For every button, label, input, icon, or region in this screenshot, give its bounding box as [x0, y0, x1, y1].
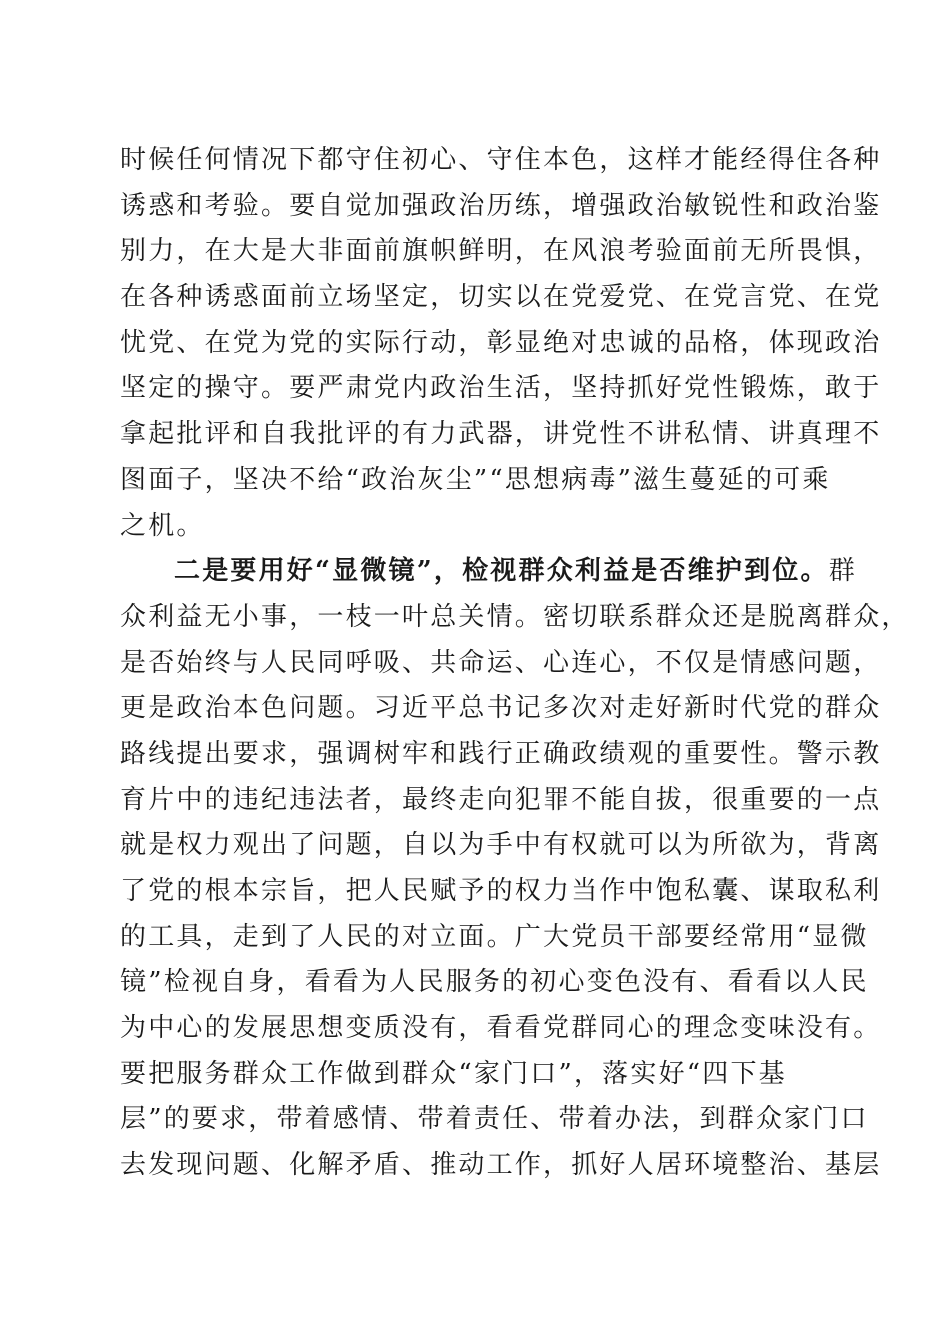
- text-line: 就是权力观出了问题，自以为手中有权就可以为所欲为，背离: [120, 830, 882, 861]
- text-fragment: 群: [828, 556, 857, 587]
- text-line: 要把服务群众工作做到群众“家门口”，落实好“四下基: [120, 1058, 787, 1089]
- text-line: 坚定的操守。要严肃党内政治生活，坚持抓好党性锻炼，敢于: [120, 373, 882, 404]
- text-line: 之机。: [120, 510, 205, 541]
- text-line: 忧党、在党为党的实际行动，彰显绝对忠诚的品格，体现政治: [120, 327, 882, 358]
- text-line: 众利益无小事，一枝一叶总关情。密切联系群众还是脱离群众，: [120, 601, 910, 632]
- text-line: 去发现问题、化解矛盾、推动工作，抓好人居环境整治、基层: [120, 1150, 882, 1181]
- text-line: 是否始终与人民同呼吸、共命运、心连心，不仅是情感问题，: [120, 647, 882, 678]
- text-line: 育片中的违纪违法者，最终走向犯罪不能自拔，很重要的一点: [120, 784, 882, 815]
- paragraph-2: [120, 549, 910, 1189]
- text-line: 时候任何情况下都守住初心、守住本色，这样才能经得住各种: [120, 145, 882, 175]
- paragraph-2-first-line: [120, 549, 857, 595]
- text-line: 路线提出要求，强调树牢和践行正确政绩观的重要性。警示教: [120, 738, 882, 769]
- text-line: 为中心的发展思想变质没有，看看党群同心的理念变味没有。: [120, 1013, 882, 1044]
- body-text: [120, 138, 910, 1189]
- text-line: 别力，在大是大非面前旗帜鲜明，在风浪考验面前无所畏惧，: [120, 236, 882, 267]
- text-line: 拿起批评和自我批评的有力武器，讲党性不讲私情、讲真理不: [120, 419, 882, 450]
- text-line: 诱惑和考验。要自觉加强政治历练，增强政治敏锐性和政治鉴: [120, 190, 882, 221]
- text-line: 了党的根本宗旨，把人民赋予的权力当作中饱私囊、谋取私利: [120, 876, 882, 906]
- paragraph-heading: 二是要用好“显微镜”，检视群众利益是否维护到位。: [174, 556, 829, 587]
- text-line: 更是政治本色问题。习近平总书记多次对走好新时代党的群众: [120, 693, 882, 724]
- text-line: 的工具，走到了人民的对立面。广大党员干部要经常用“显微: [120, 921, 869, 952]
- text-line: 层”的要求，带着感情、带着责任、带着办法，到群众家门口: [120, 1104, 869, 1135]
- text-line: 镜”检视自身，看看为人民服务的初心变色没有、看看以人民: [120, 967, 869, 998]
- text-line: 在各种诱惑面前立场坚定，切实以在党爱党、在党言党、在党: [120, 282, 882, 313]
- paragraph-1: [120, 138, 882, 549]
- text-line: 图面子，坚决不给“政治灰尘”“思想病毒”滋生蔓延的可乘: [120, 464, 831, 495]
